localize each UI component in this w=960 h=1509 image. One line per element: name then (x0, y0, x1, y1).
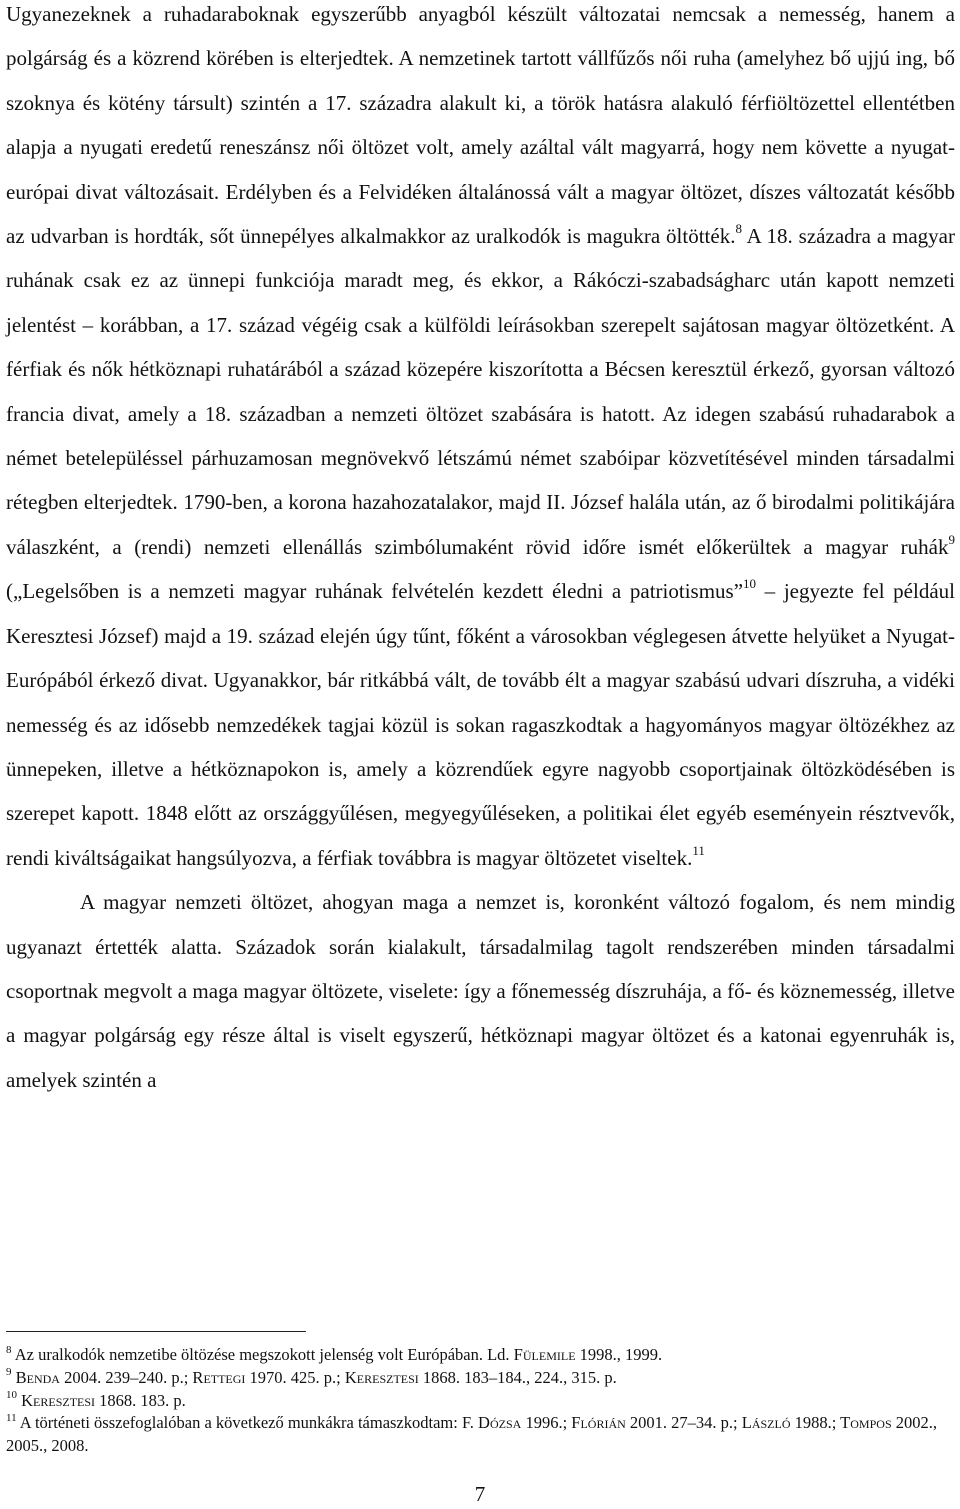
text-run: – jegyezte fel például Keresztesi József) majd a 19. század elején úgy tűnt, főként a városokban véglegesen átvette helyüket a Nyugat-Európából érkező divat. Ugyanakkor, bár ritkábbá vált, de tovább élt a magyar szabású udvari díszruha, a vidéki nemesség és az idősebb nemzedékek tagjai közül is sokan ragaszkodtak a hagyományos magyar öltözékhez az ünnepeken, illetve a hétköznapokon is, amely a közrendűek egyre nagyobb csoportjainak öltözködésében is szerepet kapott. 1848 előtt az országgyűlésen, megyegyűléseken, a politikai élet egyéb eseményein résztvevők, rendi kiváltságaikat hangsúlyozva, a férfiak továbbra is magyar öltözetet viseltek. (6, 579, 955, 870)
page-number: 7 (474, 1482, 486, 1506)
author-name-small-caps: eresztesi (33, 1390, 96, 1410)
text-run: K (17, 1390, 34, 1410)
body-text (6, 0, 955, 1102)
text-run: 1868. 183–184., 224., 315. p. (418, 1367, 617, 1387)
text-run: 1998., 1999. (575, 1345, 663, 1364)
text-run: 1868. 183. p. (95, 1390, 186, 1410)
footnote-ref: 9 (948, 531, 955, 547)
author-name-small-caps: eresztesi (356, 1367, 419, 1387)
footnote-ref: 10 (743, 576, 757, 592)
footnote-8 (6, 1344, 956, 1367)
footnote-ref: 11 (6, 1411, 17, 1424)
footnote-10 (6, 1390, 956, 1413)
footnote-ref: 11 (692, 842, 705, 858)
text-run: 1996.; F (521, 1413, 581, 1433)
text-run: 1988.; T (790, 1413, 851, 1433)
author-name-small-caps: ászló (751, 1413, 791, 1433)
text-run: Az uralkodók nemzetibe öltözése megszokott jelenség volt Európában. Ld. F (11, 1345, 523, 1364)
text-run: 2002., 2005., 2008. (6, 1413, 937, 1456)
paragraph-1 (6, 0, 955, 880)
footnote-ref: 9 (6, 1366, 12, 1379)
text-run: 2004. 239–240. p.; R (59, 1367, 204, 1387)
author-name-small-caps: ettegi (203, 1367, 246, 1387)
author-name-small-caps: ózsa (489, 1413, 522, 1433)
author-name-small-caps: ompos (850, 1413, 892, 1433)
author-name-small-caps: lórián (580, 1413, 626, 1433)
text-run: B (11, 1367, 27, 1387)
footnote-11 (6, 1412, 956, 1458)
text-run: A magyar nemzeti öltözet, ahogyan maga a nemzet is, koronként változó fogalom, és nem mindig ugyanazt értették alatta. Századok során kialakult, társadalmilag tagolt rendszerében minden társadalmi csoportnak megvolt a maga magyar öltözete, viselete: így a főnemesség díszruhája, a fő- és köznemesség, illetve a magyar polgárság egy része által is viselt egyszerű, hétköznapi magyar öltözet és a katonai egyenruhák is, amelyek szintén a (6, 890, 955, 1092)
text-run: A történeti összefoglalóban a következő munkákra támaszkodtam: F. D (16, 1413, 490, 1433)
footnotes (6, 1344, 956, 1458)
footnote-9 (6, 1367, 956, 1390)
text-run: („Legelsőben is a nemzeti magyar ruhának felvételén kezdett éledni a patriotismus” (6, 579, 744, 604)
text-run: Ugyanezeknek a ruhadaraboknak egyszerűbb anyagból készült változatai nemcsak a nemesség, hanem a polgárság és a közrend körében is elterjedtek. A nemzetinek tartott vállfűzős női ruha (amelyhez bő ujjú ing, bő szoknya és kötény társult) szintén a 17. századra alakult ki, a török hatásra alakuló férfiöltözettel ellentétben alapja a nyugati eredetű reneszánsz női öltözet volt, amely azáltal vált magyarrá, hogy nem követte a nyugat-európai divat változásait. Erdélyben és a Felvidéken általánossá vált a magyar öltözet, díszes változatát később az udvarban is hordták, sőt ünnepélyes alkalmakkor az uralkodók is magukra öltötték. (6, 2, 955, 249)
footnote-ref: 10 (6, 1389, 17, 1402)
text-run: 2001. 27–34. p.; L (625, 1413, 752, 1433)
text-run: A 18. századra a magyar ruhának csak ez az ünnepi funkciója maradt meg, és ekkor, a Rákóczi-szabadságharc után kapott nemzeti jelentést – korábban, a 17. század végéig csak a külföldi leírásokban szerepelt sajátosan magyar öltözetként. A férfiak és nők hétköznapi ruhatárából a század közepére kiszorította a Bécsen keresztül érkező, gyorsan változó francia divat, amely a 18. században a nemzeti öltözet szabására is hatott. Az idegen szabású ruhadarabok a német betelepüléssel párhuzamosan megnövekvő létszámú német szabóipar közvetítésével minden társadalmi rétegben elterjedtek. 1790-ben, a korona hazahozatalakor, majd II. József halála után, az ő birodalmi politikájára válaszként, a (rendi) nemzeti ellenállás szimbólumaként rövid időre ismét előkerültek a magyar ruhák (6, 224, 955, 559)
footnote-ref: 8 (6, 1343, 12, 1356)
text-run: 1970. 425. p.; K (245, 1367, 357, 1387)
paragraph-2 (6, 880, 955, 1102)
footnote-ref: 8 (735, 221, 742, 237)
author-name-small-caps: ülemile (522, 1345, 576, 1364)
footnote-separator (6, 1331, 306, 1332)
author-name-small-caps: enda (26, 1367, 60, 1387)
